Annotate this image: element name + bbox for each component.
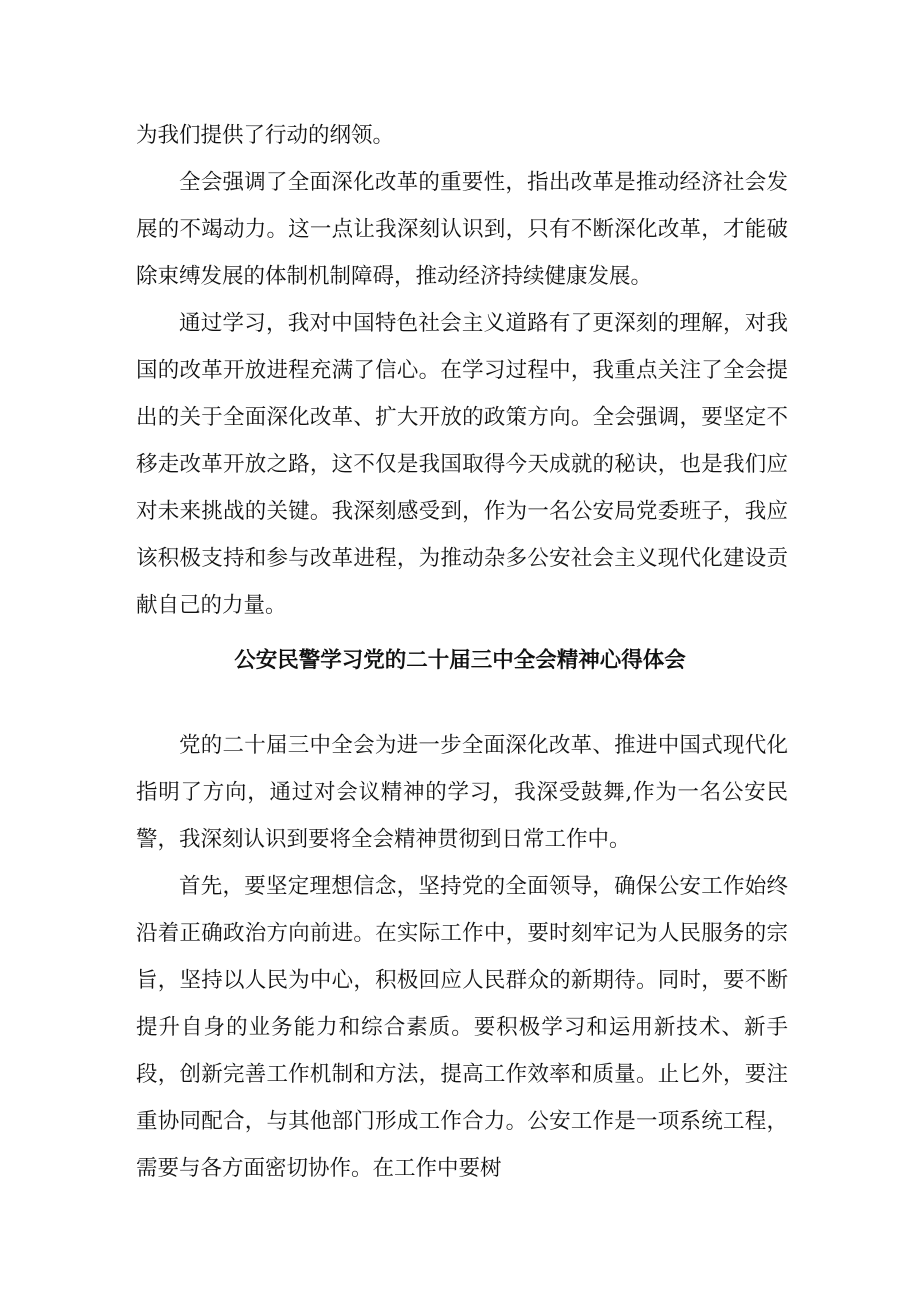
section2-body (136, 722, 788, 1192)
section1-body (136, 112, 788, 629)
paragraph: 党的二十届三中全会为进一步全面深化改革、推进中国式现代化指明了方向，通过对会议精神的学习，我深受鼓舞,作为一名公安民警，我深刻认识到要将全会精神贯彻到日常工作中。 (136, 733, 788, 852)
paragraph: 首先，要坚定理想信念，坚持党的全面领导，确保公安工作始终沿着正确政治方向前进。在实际工作中，要时刻牢记为人民服务的宗旨，坚持以人民为中心，积极回应人民群众的新期待。同时，要不断提升自身的业务能力和综合素质。要积极学习和运用新技术、新手段，创新完善工作机制和方法，提高工作效率和质量。止匕外，要注重协同配合，与其他部门形成工作合力。公安工作是一项系统工程，需要与各方面密切协作。在工作中要树 (136, 874, 788, 1181)
paragraph: 通过学习，我对中国特色社会主义道路有了更深刻的理解，对我国的改革开放进程充满了信心。在学习过程中，我重点关注了全会提出的关于全面深化改革、扩大开放的政策方向。全会强调，要坚定不移走改革开放之路，这不仅是我国取得今天成就的秘诀，也是我们应对未来挑战的关键。我深刻感受到，作为一名公安局党委班子，我应该积极支持和参与改革进程，为推动杂多公安社会主义现代化建设贡献自己的力量。 (136, 311, 788, 618)
paragraph-continuation: 为我们提供了行动的纲领。 (136, 123, 395, 148)
paragraph: 全会强调了全面深化改革的重要性，指出改革是推动经济社会发展的不竭动力。这一点让我深刻认识到，只有不断深化改革，才能破除束缚发展的体制机制障碍，推动经济持续健康发展。 (136, 170, 788, 289)
section-title: 公安民警学习党的二十届三中全会精神心得体会 (234, 648, 686, 673)
